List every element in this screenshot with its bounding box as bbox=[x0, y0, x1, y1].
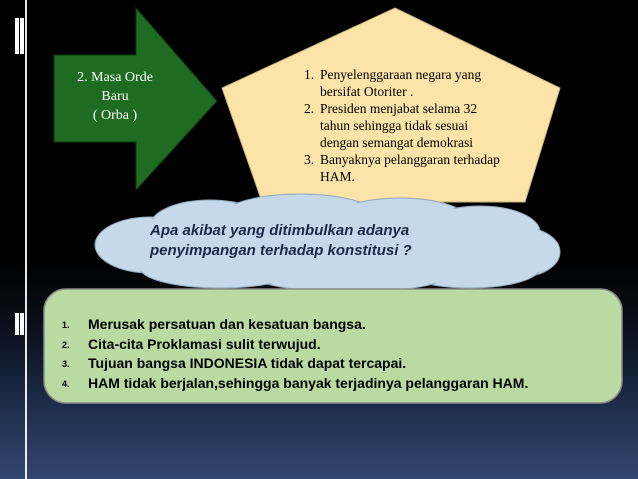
list-item bbox=[296, 151, 546, 185]
list-item-text: Cita-cita Proklamasi sulit terwujud. bbox=[88, 335, 321, 352]
list-item-number: 3. bbox=[304, 152, 315, 167]
list-item-line: HAM. bbox=[320, 169, 355, 184]
list-item-number: 3. bbox=[62, 359, 70, 369]
list-item bbox=[62, 354, 622, 374]
list-item-number: 2. bbox=[304, 101, 315, 116]
list-item bbox=[62, 374, 622, 394]
list-item-text: Merusak persatuan dan kesatuan bangsa. bbox=[88, 316, 366, 332]
list-item-text: Tujuan bangsa INDONESIA tidak dapat tercapai. bbox=[88, 355, 407, 371]
list-item-number: 2. bbox=[62, 339, 70, 350]
list-item-line: dengan semangat demokrasi bbox=[320, 135, 473, 150]
list-item-line: bersifat Otoriter . bbox=[320, 84, 414, 99]
answer-list bbox=[62, 315, 622, 393]
list-item bbox=[296, 66, 546, 100]
arrow-label-line: Baru bbox=[101, 89, 129, 104]
list-item-number: 1. bbox=[304, 67, 315, 82]
arrow-label-line: ( Orba ) bbox=[92, 108, 138, 123]
arrow-label-line: 2. Masa Orde bbox=[77, 70, 153, 85]
list-item-number: 4. bbox=[62, 378, 70, 389]
list-item bbox=[62, 335, 622, 355]
list-item-line: Presiden menjabat selama 32 bbox=[320, 101, 478, 116]
cloud-question-line: Apa akibat yang ditimbulkan adanya bbox=[150, 222, 410, 239]
list-item-line: Banyaknya pelanggaran terhadap bbox=[320, 152, 500, 167]
list-item-number: 1. bbox=[62, 320, 70, 330]
list-item bbox=[62, 315, 622, 335]
list-item-line: tahun sehingga tidak sesuai bbox=[320, 118, 469, 133]
cloud-question bbox=[150, 221, 500, 261]
list-item-line: Penyelenggaraan negara yang bbox=[320, 67, 482, 82]
list-item bbox=[296, 100, 546, 151]
pentagon-list bbox=[296, 66, 546, 185]
list-item-text: HAM tidak berjalan,sehingga banyak terjadinya pelanggaran HAM. bbox=[88, 374, 529, 391]
cloud-question-line: penyimpangan terhadap konstitusi ? bbox=[150, 242, 412, 259]
arrow-label bbox=[55, 68, 175, 125]
